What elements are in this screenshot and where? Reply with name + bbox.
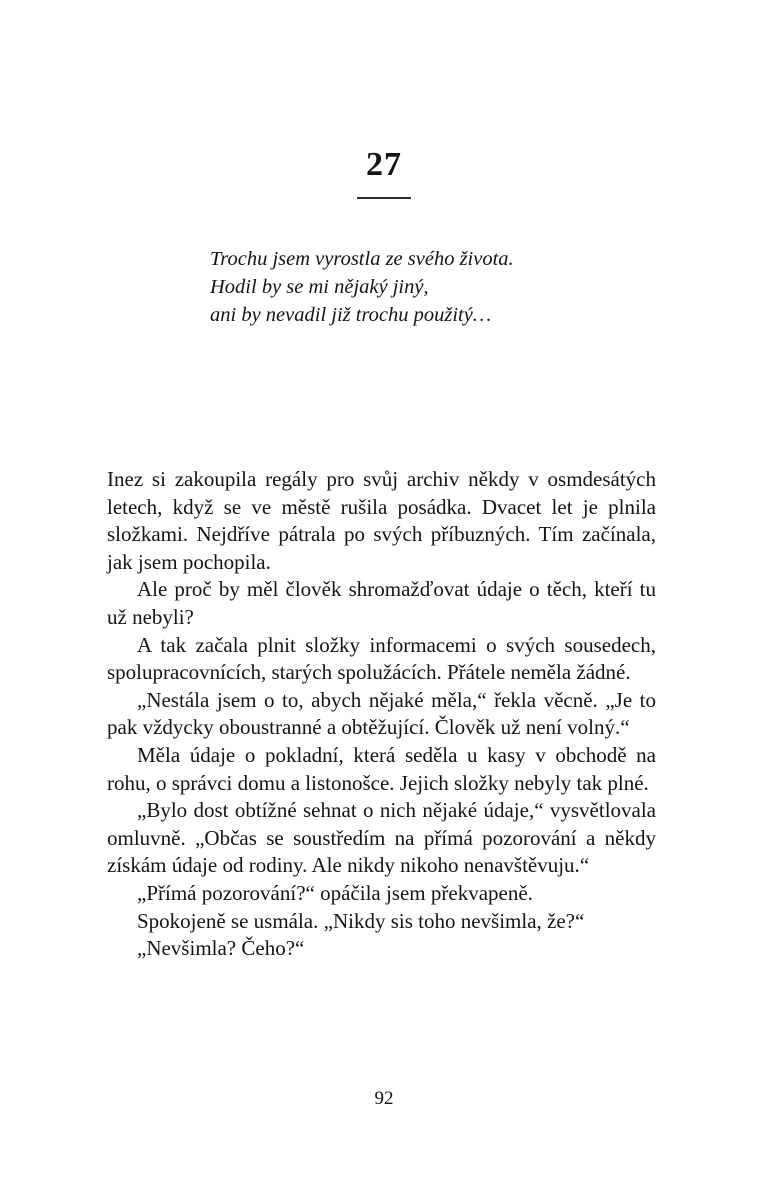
- epigraph: [210, 245, 768, 329]
- paragraph-8: Spokojeně se usmála. „Nikdy sis toho nevšimla, že?“: [137, 908, 585, 933]
- paragraph-1: Inez si zakoupila regály pro svůj archiv někdy v osmdesátých letech, když se ve městě rušila posádka. Dvacet let je plnila složkami. Nejdříve pátrala po svých příbuzných. Tím začínala, jak jsem pochopila.: [107, 467, 656, 574]
- paragraph-5: Měla údaje o pokladní, která seděla u kasy v obchodě na rohu, o správci domu a listonošce. Jejich složky nebyly tak plné.: [107, 742, 656, 795]
- epigraph-line-1: Trochu jsem vyrostla ze svého života.: [210, 248, 514, 270]
- body-text: [107, 466, 656, 963]
- chapter-number: 27: [366, 146, 402, 183]
- paragraph-4: „Nestála jsem o to, abych nějaké měla,“ řekla věcně. „Je to pak vždycky oboustranné a obtěžující. Člověk už není volný.“: [107, 687, 656, 740]
- paragraph-2: Ale proč by měl člověk shromažďovat údaje o těch, kteří tu už nebyli?: [107, 577, 656, 629]
- epigraph-line-2: Hodil by se mi nějaký jiný,: [210, 276, 429, 298]
- page-number: 92: [374, 1088, 394, 1109]
- chapter-rule: [357, 197, 411, 199]
- paragraph-6: „Bylo dost obtížné sehnat o nich nějaké údaje,“ vysvětlovala omluvně. „Občas se soustředím na přímá pozorování a někdy získám údaje od rodiny. Ale nikdy nikoho nenavštěvuju.“: [107, 798, 656, 878]
- epigraph-line-3: ani by nevadil již trochu použitý…: [210, 304, 492, 326]
- paragraph-9: „Nevšimla? Čeho?“: [137, 936, 305, 961]
- paragraph-7: „Přímá pozorování?“ opáčila jsem překvapeně.: [137, 880, 533, 905]
- paragraph-3: A tak začala plnit složky informacemi o svých sousedech, spolupracovnících, starých spolužácích. Přátele neměla žádné.: [107, 632, 656, 685]
